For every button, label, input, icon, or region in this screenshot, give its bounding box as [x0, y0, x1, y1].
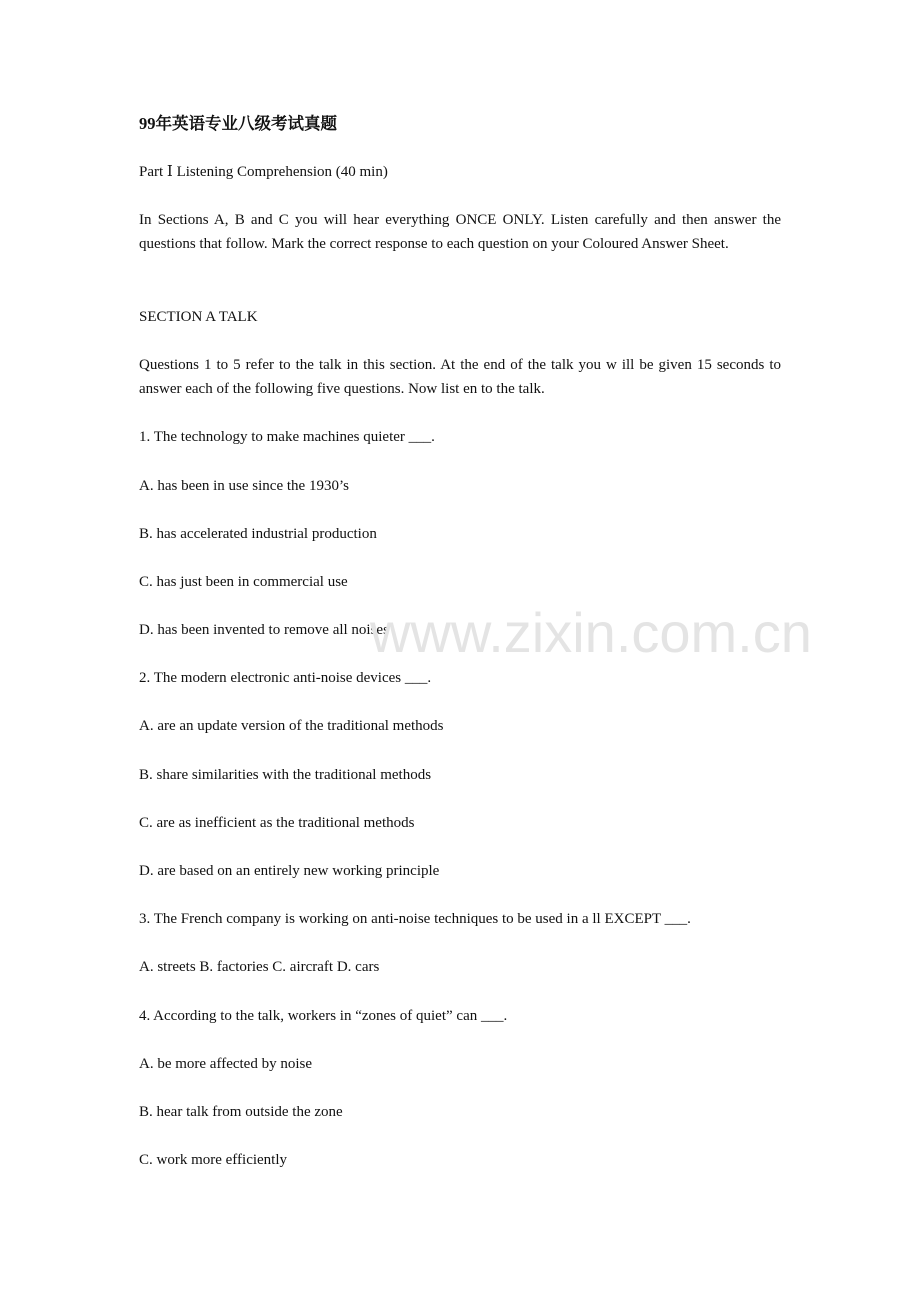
question-2-stem: 2. The modern electronic anti-noise devices ___.	[139, 670, 432, 686]
question-2-option-a: A. are an update version of the traditional methods	[139, 718, 444, 734]
question-4-stem: 4. According to the talk, workers in “zones of quiet” can ___.	[139, 1008, 508, 1024]
question-2-option-d: D. are based on an entirely new working principle	[139, 863, 440, 879]
question-1-stem: 1. The technology to make machines quieter ___.	[139, 429, 435, 445]
question-4-option-c: C. work more efficiently	[139, 1152, 288, 1168]
question-3-options: A. streets B. factories C. aircraft D. cars	[139, 959, 380, 975]
question-4-option-b: B. hear talk from outside the zone	[139, 1104, 343, 1120]
instructions-paragraph: In Sections A, B and C you will hear everything ONCE ONLY. Listen carefully and then answer the questions that follow. Mark the correct response to each question on your Coloured Answer Sheet.	[139, 212, 781, 252]
section-intro-paragraph: Questions 1 to 5 refer to the talk in this section. At the end of the talk you w ill be given 15 seconds to answer each of the following five questions. Now list en to the talk.	[139, 357, 781, 397]
document-title: 99年英语专业八级考试真题	[139, 114, 337, 133]
question-2-option-c: C. are as inefficient as the traditional methods	[139, 815, 415, 831]
question-4-option-a: A. be more affected by noise	[139, 1056, 312, 1072]
question-1-option-d: D. has been invented to remove all noises	[139, 622, 389, 638]
section-heading: SECTION A TALK	[139, 309, 258, 325]
watermark: www.zixin.com.cn	[370, 601, 812, 664]
question-1-option-a: A. has been in use since the 1930’s	[139, 478, 349, 494]
question-2-option-b: B. share similarities with the traditional methods	[139, 767, 432, 783]
question-3-stem: 3. The French company is working on anti-noise techniques to be used in a ll EXCEPT ___.	[139, 911, 691, 927]
question-1-option-c: C. has just been in commercial use	[139, 574, 348, 590]
part-heading: Part Ⅰ Listening Comprehension (40 min)	[139, 164, 388, 180]
question-1-option-b: B. has accelerated industrial production	[139, 526, 377, 542]
